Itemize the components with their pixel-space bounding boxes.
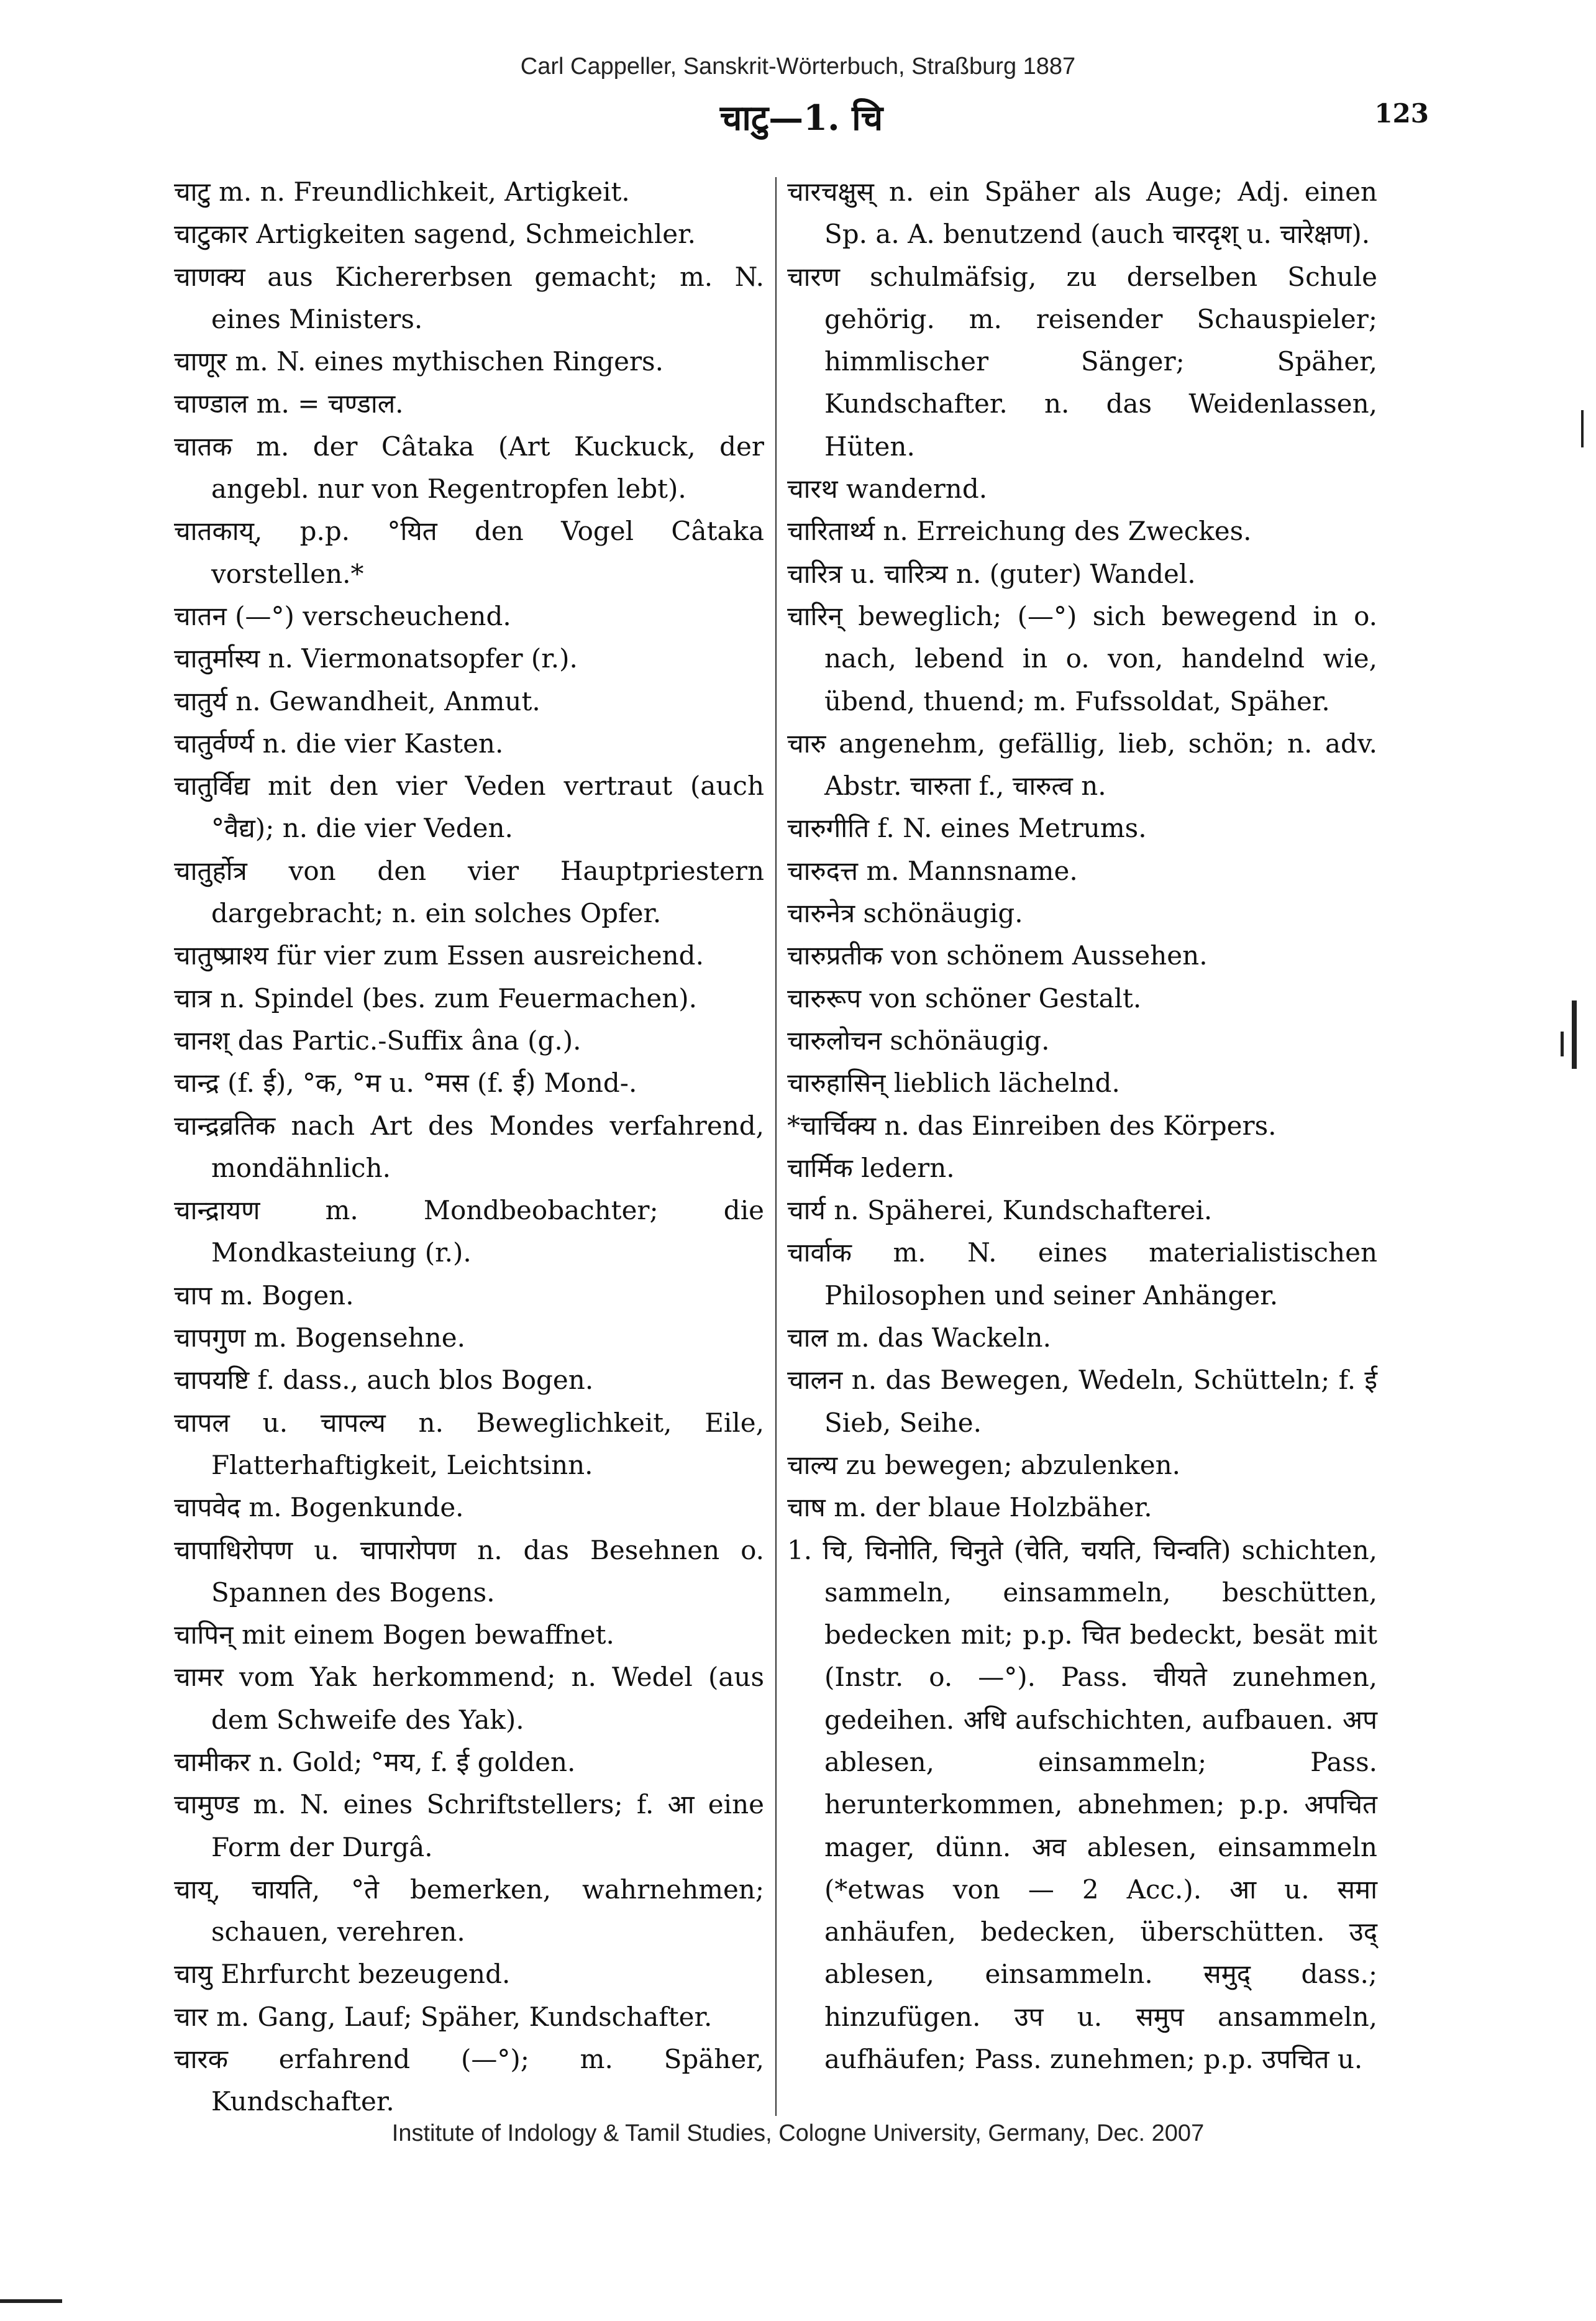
dictionary-entry: चाप m. Bogen.: [174, 1280, 354, 1311]
dictionary-entry: चारुहासिन् lieblich lächelnd.: [787, 1068, 1120, 1099]
dictionary-entry: चार्वाक m. N. eines materialistischen Philosophen und seiner Anhänger.: [787, 1237, 1377, 1311]
dictionary-entry: चातन (—°) verscheuchend.: [174, 600, 511, 631]
scan-mark: [1561, 1032, 1564, 1056]
dictionary-entry: चातुर्होत्र von den vier Hauptpriestern dargebracht; n. ein solches Opfer.: [174, 855, 764, 929]
dictionary-entry: चारुप्रतीक von schönem Aussehen.: [787, 940, 1208, 971]
scan-mark: [0, 2299, 62, 2303]
dictionary-entry: चातुर्य n. Gewandheit, Anmut.: [174, 685, 540, 716]
dictionary-entry: चार m. Gang, Lauf; Späher, Kundschafter.: [174, 2001, 713, 2032]
dictionary-entry: चापिन् mit einem Bogen bewaffnet.: [174, 1619, 614, 1650]
dictionary-entry: चाण्डाल m. = चण्डाल.: [174, 388, 404, 419]
dictionary-entry: चातकाय्, p.p. °यित den Vogel Câtaka vorstellen.*: [174, 516, 764, 589]
dictionary-entry: चापल u. चापल्य n. Beweglichkeit, Eile, Flatterhaftigkeit, Leichtsinn.: [174, 1407, 764, 1480]
dictionary-entry: चाय्, चायति, °ते bemerken, wahrnehmen; schauen, verehren.: [174, 1874, 764, 1948]
dictionary-entry: चारुगीति f. N. eines Metrums.: [787, 813, 1147, 844]
dictionary-entry: चान्द्र (f. ई), °क, °म u. °मस (f. ई) Mond-.: [174, 1068, 637, 1099]
dictionary-entry: चातुर्वर्ण्य n. die vier Kasten.: [174, 728, 504, 759]
scan-mark: [1581, 410, 1584, 447]
dictionary-entry: चान्द्रायण m. Mondbeobachter; die Mondkasteiung (r.).: [174, 1195, 764, 1268]
dictionary-entry: चामीकर n. Gold; °मय, f. ई golden.: [174, 1746, 576, 1777]
dictionary-entry: चातुर्मास्य n. Viermonatsopfer (r.).: [174, 643, 578, 674]
dictionary-entry: चापाधिरोपण u. चापारोपण n. das Besehnen o. Spannen des Bogens.: [174, 1534, 764, 1608]
dictionary-entry: चापवेद m. Bogenkunde.: [174, 1492, 464, 1523]
column-left: [174, 171, 764, 2122]
dictionary-entry: चायु Ehrfurcht bezeugend.: [174, 1959, 511, 1990]
dictionary-entry: चारु angenehm, gefällig, lieb, schön; n. adv. Abstr. चारुता f., चारुत्व n.: [787, 728, 1377, 802]
dictionary-entry: चार्मिक ledern.: [787, 1152, 955, 1183]
page-headword-range: चाटु—1. चि: [719, 98, 883, 139]
dictionary-entry: चारचक्षुस् n. ein Späher als Auge; Adj. einen Sp. a. A. benutzend (auch चारदृश् u. चारेक्षण).: [787, 176, 1377, 250]
dictionary-entry: चाटु m. n. Freundlichkeit, Artigkeit.: [174, 176, 630, 207]
column-right: [787, 171, 1377, 2122]
dictionary-entry: चाणक्य aus Kichererbsen gemacht; m. N. eines Ministers.: [174, 261, 764, 334]
dictionary-entry: चाल्य zu bewegen; abzulenken.: [787, 1449, 1180, 1480]
column-divider: [775, 177, 777, 2116]
dictionary-entry: चाल m. das Wackeln.: [787, 1322, 1051, 1353]
dictionary-entry: चातक m. der Câtaka (Art Kuckuck, der angebl. nur von Regentropfen lebt).: [174, 431, 764, 505]
dictionary-entry: चामुण्ड m. N. eines Schriftstellers; f. आ eine Form der Durgâ.: [174, 1789, 764, 1862]
footer-credit: Institute of Indology & Tamil Studies, Cologne University, Germany, Dec. 2007: [391, 2120, 1205, 2146]
dictionary-entry: चातुर्विद्य mit den vier Veden vertraut (auch °वैद्य); n. die vier Veden.: [174, 771, 764, 844]
dictionary-entry: चारुलोचन schönäugig.: [787, 1025, 1050, 1056]
dictionary-entry: चारित्र u. चारित्र्य n. (guter) Wandel.: [787, 558, 1196, 589]
page-number: 123: [1374, 98, 1429, 129]
dictionary-entry: *चार्चिक्य n. das Einreiben des Körpers.: [787, 1110, 1277, 1141]
dictionary-entry: चारुदत्त m. Mannsname.: [787, 855, 1078, 886]
dictionary-entry: चालन n. das Bewegen, Wedeln, Schütteln; f. ई Sieb, Seihe.: [787, 1365, 1377, 1438]
dictionary-entry: चारुनेत्र schönäugig.: [787, 898, 1023, 929]
dictionary-entry: चारण schulmäfsig, zu derselben Schule gehörig. m. reisender Schauspieler; himmlischer Sänger; Späher, Kundschafter. n. das Weidenlassen, Hüten.: [787, 261, 1377, 462]
dictionary-entry: चाष m. der blaue Holzbäher.: [787, 1492, 1152, 1523]
dictionary-entry: चान्द्रव्रतिक nach Art des Mondes verfahrend, mondähnlich.: [174, 1110, 764, 1183]
dictionary-entry: चारुरूप von schöner Gestalt.: [787, 982, 1142, 1014]
dictionary-entry: चात्र n. Spindel (bes. zum Feuermachen).: [174, 982, 697, 1014]
header-credit: Carl Cappeller, Sanskrit-Wörterbuch, Straßburg 1887: [520, 53, 1076, 80]
dictionary-entry: चातुष्प्राश्य für vier zum Essen ausreichend.: [174, 940, 704, 971]
dictionary-entry: चारितार्थ्य n. Erreichung des Zweckes.: [787, 516, 1252, 547]
dictionary-entry: चाटुकार Artigkeiten sagend, Schmeichler.: [174, 219, 696, 250]
dictionary-entry: चाणूर m. N. eines mythischen Ringers.: [174, 346, 663, 377]
dictionary-entry: चारक erfahrend (—°); m. Späher, Kundschafter.: [174, 2044, 764, 2117]
dictionary-entry: चानश् das Partic.-Suffix âna (g.).: [174, 1025, 581, 1056]
dictionary-entry: चामर vom Yak herkommend; n. Wedel (aus dem Schweife des Yak).: [174, 1662, 764, 1735]
dictionary-entry: चारिन् beweglich; (—°) sich bewegend in o. nach, lebend in o. von, handelnd wie, übend, thuend; m. Fufssoldat, Späher.: [787, 600, 1377, 716]
dictionary-entry: चापगुण m. Bogensehne.: [174, 1322, 465, 1353]
dictionary-entry: चापयष्टि f. dass., auch blos Bogen.: [174, 1365, 594, 1396]
scan-mark: [1572, 1000, 1577, 1069]
dictionary-entry: 1. चि, चिनोति, चिनुते (चेति, चयति, चिन्वति) schichten, sammeln, einsammeln, beschütten, bedecken mit; p.p. चित bedeckt, besät mit (Instr. o. —°). Pass. चीयते zunehmen, gedeihen. अधि aufschichten, aufbauen. अप ablesen, einsammeln; Pass. herunterkommen, abnehmen; p.p. अपचित mager, dünn. अव ablesen, einsammeln (*etwas von — 2 Acc.). आ u. समा anhäufen, bedecken, überschütten. उद् ablesen, einsammeln. समुद् dass.; hinzufügen. उप u. समुप ansammeln, aufhäufen; Pass. zunehmen; p.p. उपचित u.: [787, 1534, 1377, 2075]
page-header: [174, 93, 1429, 143]
dictionary-entry: चारथ wandernd.: [787, 474, 988, 505]
dictionary-entry: चार्य n. Späherei, Kundschafterei.: [787, 1195, 1213, 1226]
